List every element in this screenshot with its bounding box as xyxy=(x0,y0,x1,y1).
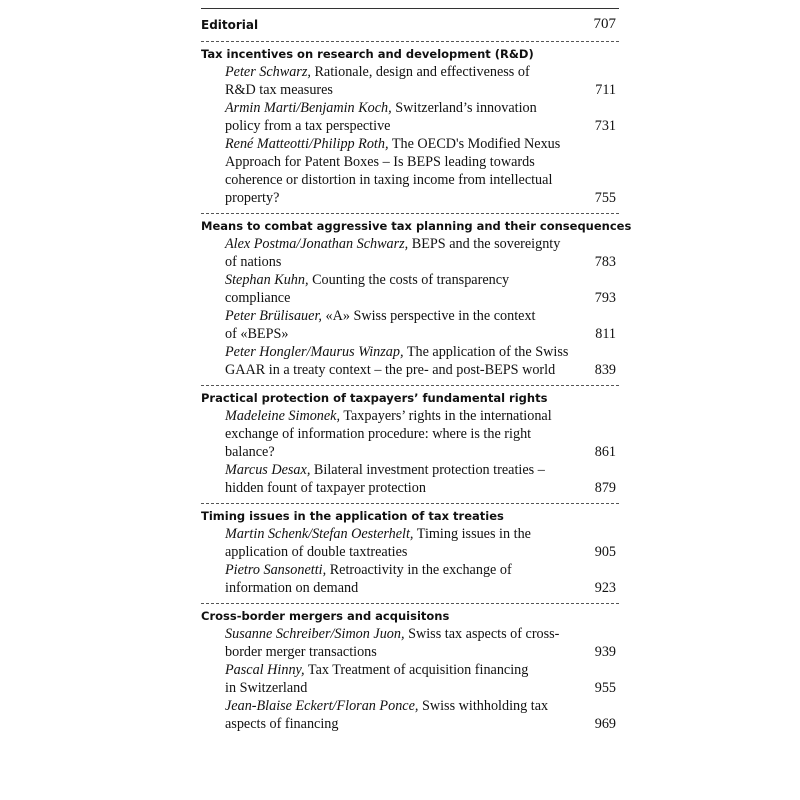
entry-line xyxy=(225,153,576,171)
entry-page-number: 811 xyxy=(595,326,616,342)
entry-title-line: Retroactivity in the exchange of xyxy=(329,562,512,578)
entry-author: Armin Marti/Benjamin Koch, xyxy=(225,100,392,116)
entry-text xyxy=(225,307,576,343)
toc-entry xyxy=(201,99,619,135)
entry-author: Stephan Kuhn, xyxy=(225,272,309,288)
entry-author: Alex Postma/Jonathan Schwarz, xyxy=(225,236,409,252)
toc-entry xyxy=(201,561,619,597)
entry-line xyxy=(225,579,576,597)
entry-text xyxy=(225,407,576,461)
entry-text xyxy=(225,661,576,697)
entry-title-line: «A» Swiss perspective in the context xyxy=(325,308,536,324)
entry-page-number: 783 xyxy=(594,254,616,270)
entry-title-line: of nations xyxy=(225,254,282,270)
entry-title-line: aspects of financing xyxy=(225,716,339,732)
editorial-page-number: 707 xyxy=(593,16,616,32)
entry-text xyxy=(225,697,576,733)
entry-line xyxy=(225,235,576,253)
entry-line xyxy=(225,171,576,189)
entry-title-line: Taxpayers’ rights in the international xyxy=(343,408,552,424)
entry-text xyxy=(225,525,576,561)
entry-line xyxy=(225,643,576,661)
entry-title-line: Tax Treatment of acquisition financing xyxy=(307,662,529,678)
entry-line xyxy=(225,407,576,425)
entry-page-number: 793 xyxy=(594,290,616,306)
entry-title-line: Rationale, design and effectiveness of xyxy=(314,64,530,80)
entry-line xyxy=(225,697,576,715)
section-heading: Cross-border mergers and acquisitons xyxy=(201,609,450,623)
toc-sections xyxy=(201,41,632,739)
toc-section-practical-protection-of-taxpayers-fundam xyxy=(201,385,619,503)
entry-author: Peter Hongler/Maurus Winzap, xyxy=(225,344,404,360)
entry-title-line: Swiss tax aspects of cross- xyxy=(408,626,560,642)
toc-entry xyxy=(201,307,619,343)
entry-page-number: 839 xyxy=(594,362,616,378)
entry-page-number: 711 xyxy=(595,82,616,98)
entry-title-line: coherence or distortion in taxing income from intellectual xyxy=(225,172,553,188)
toc-entry xyxy=(201,135,619,207)
editorial-entry xyxy=(201,9,619,41)
entry-page-number: 861 xyxy=(594,444,616,460)
entry-page-number: 969 xyxy=(594,716,616,732)
entry-line xyxy=(225,63,576,81)
entry-title-line: exchange of information procedure: where is the right xyxy=(225,426,532,442)
entry-title-line: balance? xyxy=(225,444,275,460)
entry-page-number: 955 xyxy=(594,680,616,696)
toc-entry xyxy=(201,661,619,697)
entry-line xyxy=(225,479,576,497)
entry-line xyxy=(225,253,576,271)
entry-line xyxy=(225,525,576,543)
entry-line xyxy=(225,361,576,379)
toc-entry xyxy=(201,697,619,733)
entry-author: René Matteotti/Philipp Roth, xyxy=(225,136,389,152)
toc-entry xyxy=(201,525,619,561)
entry-text xyxy=(225,235,576,271)
entry-title-line: The OECD's Modified Nexus xyxy=(391,136,561,152)
entry-line xyxy=(225,307,576,325)
entry-line xyxy=(225,625,576,643)
entry-text xyxy=(225,63,576,99)
entry-author: Madeleine Simonek, xyxy=(225,408,341,424)
entry-author: Jean-Blaise Eckert/Floran Ponce, xyxy=(225,698,419,714)
toc-entry xyxy=(201,343,619,379)
toc-entry xyxy=(201,625,619,661)
toc-section-tax-incentives-on-research-and-developme xyxy=(201,41,619,213)
toc-entry xyxy=(201,63,619,99)
section-heading: Means to combat aggressive tax planning and their consequences xyxy=(201,219,632,233)
entry-line xyxy=(225,543,576,561)
entry-title-line: R&D tax measures xyxy=(225,82,333,98)
section-heading: Tax incentives on research and development (R&D) xyxy=(201,47,534,61)
entry-author: Marcus Desax, xyxy=(225,462,311,478)
entry-title-line: hidden fount of taxpayer protection xyxy=(225,480,426,496)
entry-author: Peter Schwarz, xyxy=(225,64,311,80)
entry-line xyxy=(225,661,576,679)
entry-title-line: Swiss withholding tax xyxy=(421,698,549,714)
toc-entry xyxy=(201,461,619,497)
entry-title-line: of «BEPS» xyxy=(225,326,289,342)
entry-author: Pascal Hinny, xyxy=(225,662,305,678)
entry-author: Peter Brülisauer, xyxy=(225,308,322,324)
entry-title-line: BEPS and the sovereignty xyxy=(411,236,561,252)
entry-title-line: The application of the Swiss xyxy=(406,344,569,360)
entry-text xyxy=(225,561,576,597)
entry-title-line: policy from a tax perspective xyxy=(225,118,391,134)
entry-author: Pietro Sansonetti, xyxy=(225,562,327,578)
toc-entry xyxy=(201,407,619,461)
toc-section-timing-issues-in-the-application-of-tax- xyxy=(201,503,619,603)
entry-title-line: compliance xyxy=(225,290,291,306)
entry-page-number: 923 xyxy=(594,580,616,596)
entry-page-number: 939 xyxy=(594,644,616,660)
entry-page-number: 755 xyxy=(594,190,616,206)
entry-line xyxy=(225,325,576,343)
toc-section-means-to-combat-aggressive-tax-planning- xyxy=(201,213,632,385)
entry-text xyxy=(225,99,576,135)
entry-line xyxy=(225,561,576,579)
entry-line xyxy=(225,289,576,307)
entry-text xyxy=(225,625,576,661)
entry-line xyxy=(225,271,576,289)
entry-title-line: information on demand xyxy=(225,580,359,596)
entry-title-line: application of double taxtreaties xyxy=(225,544,408,560)
entry-title-line: GAAR in a treaty context – the pre- and post-BEPS world xyxy=(225,362,556,378)
entry-line xyxy=(225,117,576,135)
entry-page-number: 731 xyxy=(594,118,616,134)
entry-title-line: Bilateral investment protection treaties – xyxy=(313,462,545,478)
toc-entry xyxy=(201,235,619,271)
entry-author: Martin Schenk/Stefan Oesterhelt, xyxy=(225,526,414,542)
entry-line xyxy=(225,135,576,153)
entry-line xyxy=(225,425,576,443)
entry-title-line: property? xyxy=(225,190,280,206)
editorial-heading: Editorial xyxy=(201,18,259,32)
entry-page-number: 879 xyxy=(594,480,616,496)
entry-title-line: Switzerland’s innovation xyxy=(395,100,537,116)
entry-line xyxy=(225,81,576,99)
entry-title-line: Timing issues in the xyxy=(416,526,531,542)
entry-line xyxy=(225,443,576,461)
entry-text xyxy=(225,343,576,379)
entry-text xyxy=(225,461,576,497)
entry-title-line: border merger transactions xyxy=(225,644,377,660)
entry-line xyxy=(225,189,576,207)
toc-section-cross-border-mergers-and-acquisitons xyxy=(201,603,619,739)
table-of-contents xyxy=(201,8,632,739)
entry-author: Susanne Schreiber/Simon Juon, xyxy=(225,626,405,642)
entry-line xyxy=(225,715,576,733)
entry-line xyxy=(225,461,576,479)
entry-text xyxy=(225,135,576,207)
entry-line xyxy=(225,99,576,117)
toc-entry xyxy=(201,271,619,307)
entry-title-line: in Switzerland xyxy=(225,680,308,696)
entry-title-line: Counting the costs of transparency xyxy=(312,272,510,288)
entry-text xyxy=(225,271,576,307)
entry-line xyxy=(225,679,576,697)
entry-line xyxy=(225,343,576,361)
entry-page-number: 905 xyxy=(594,544,616,560)
section-heading: Practical protection of taxpayers’ fundamental rights xyxy=(201,391,548,405)
section-heading: Timing issues in the application of tax treaties xyxy=(201,509,504,523)
entry-title-line: Approach for Patent Boxes – Is BEPS leading towards xyxy=(225,154,535,170)
